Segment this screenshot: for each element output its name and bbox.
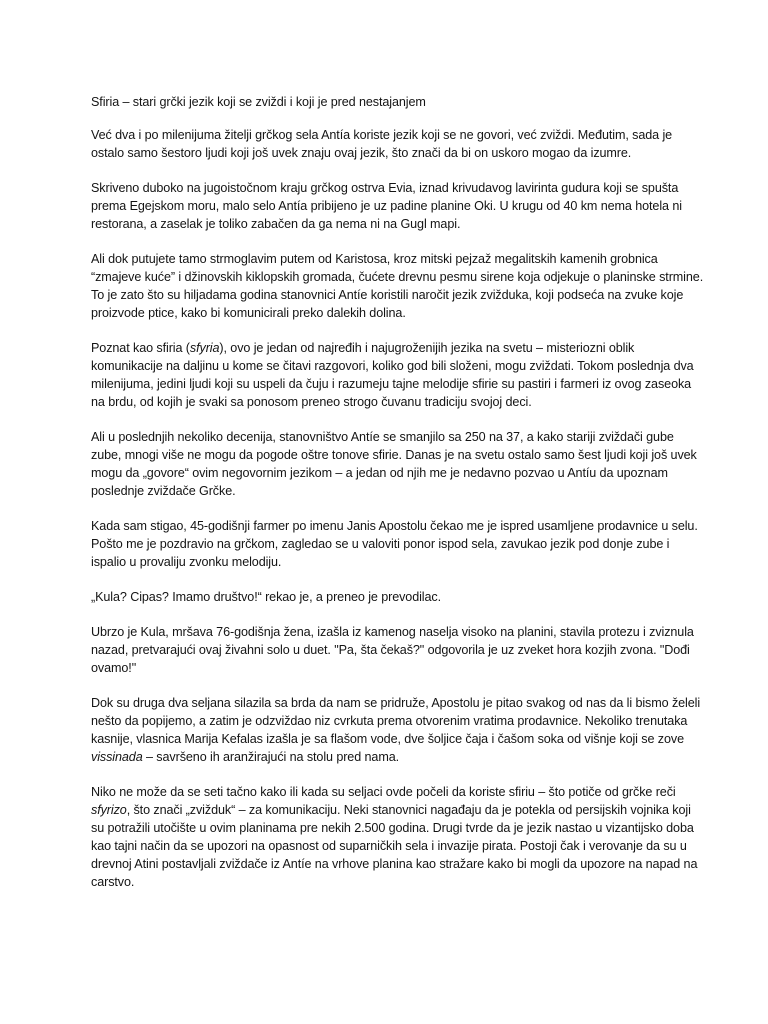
paragraph-text: Niko ne može da se seti tačno kako ili kada su seljaci ovde počeli da koriste sfiriu – što potiče od grčke reči [91,785,676,799]
paragraph-text: ), ovo je jedan od najređih i najugroženijih jezika na svetu – misteriozni oblik komunikacije na daljinu u kome se čitavi razgovori, koliko god bili složeni, mogu zviždati. Tokom poslednja dva milenijuma, jedini ljudi koji su uspeli da čuju i razumeju tajne melodije sfirie su pastiri i farmeri iz ovog zaseoka na brdu, od kojih je svaki sa ponosom preneo strogo čuvanu tradiciju svojoj deci. [91,341,694,409]
paragraph-3 [91,250,706,322]
paragraph-text: Skriveno duboko na jugoistočnom kraju grčkog ostrva Evia, iznad krivudavog lavirinta gudura koji se spušta prema Egejskom moru, malo selo Antía pribijeno je uz padine planine Oki. U krugu od 40 km nema hotela ni restorana, a zaselak je toliko zabačen da ga nema ni na Gugl mapi. [91,181,682,231]
paragraph-text: Ali u poslednjih nekoliko decenija, stanovništvo Antíe se smanjilo sa 250 na 37, a kako stariji zviždači gube zube, mnogi više ne mogu da pogode oštre tonove sfirie. Danas je na svetu ostalo samo šest ljudi koji još uvek mogu da „govore“ ovim negovornim jezikom – a jedan od njih me je nedavno pozvao u Antíu da upoznam poslednje zviždače Grčke. [91,430,697,498]
paragraph-7 [91,588,706,606]
paragraph-text: Ubrzo je Kula, mršava 76-godišnja žena, izašla iz kamenog naselja visoko na planini, stavila protezu i zviznula nazad, pretvarajući ovaj živahni solo u duet. "Pa, šta čekaš?" odgovorila je uz zveket hora kozjih zvona. "Dođi ovamo!" [91,625,694,675]
italic-term: sfyria [189,341,220,355]
italic-term: vissinada [91,750,143,764]
paragraph-10 [91,783,706,891]
paragraph-text: Kada sam stigao, 45-godišnji farmer po imenu Janis Apostolu čekao me je ispred usamljene prodavnice u selu. Pošto me je pozdravio na grčkom, zagledao se u valoviti ponor ispod sela, zavukao jezik pod donje zube i ispalio u provaliju zvonku melodiju. [91,519,698,569]
paragraph-8 [91,623,706,677]
paragraph-text: Ali dok putujete tamo strmoglavim putem od Karistosa, kroz mitski pejzaž megalitskih kamenih grobnica “zmajeve kuće” i džinovskih kiklopskih gromada, čućete drevnu pesmu sirene koja odjekuje o planinske strmine. To je zato što su hiljadama godina stanovnici Antíe koristili naročit jezik zviždukа, koji podseća na zvuke koje proizvode ptice, kako bi komunicirali preko dalekih dolina. [91,252,704,320]
paragraph-1 [91,126,706,162]
italic-term: sfyrizo [91,803,127,817]
paragraph-text: Dok su druga dva seljana silazila sa brda da nam se pridruže, Apostolu je pitao svakog od nas da li bismo želeli nešto da popijemo, a zatim je odzviždao niz cvrkuta prema otvorenim vratima prodavnice. Nekoliko trenutaka kasnije, vlasnica Marija Kefalas izašla je sa flašom vode, dve šoljice čaja i čašom soka od višnje koji se zove [91,696,701,746]
paragraph-text: Poznat kao sfiria ( [91,341,190,355]
paragraph-text: „Kula? Cipas? Imamo društvo!“ rekao je, a preneo je prevodilac. [91,590,442,604]
paragraph-9 [91,694,706,766]
paragraph-2 [91,179,706,233]
paragraph-text: Već dva i po milenijuma žitelji grčkog sela Antía koriste jezik koji se ne govori, već zviždi. Međutim, sada je ostalo samo šestoro ljudi koji još uvek znaju ovaj jezik, što znači da bi on uskoro mogao da izumre. [91,128,673,160]
paragraph-4 [91,339,706,411]
paragraph-5 [91,428,706,500]
paragraph-text: – savršeno ih aranžirajući na stolu pred nama. [142,750,400,764]
paragraph-6 [91,517,706,571]
document-title: Sfiria – stari grčki jezik koji se zviždi i koji je pred nestajanjem [91,95,426,109]
document-page [91,93,706,908]
paragraph-text: , što znači „zvižduk“ – za komunikaciju. Neki stanovnici nagađaju da je potekla od persijskih vojnika koji su potražili utočište u ovim planinama pre nekih 2.500 godina. Drugi tvrde da je jezik nastao u vizantijsko doba kao tajni način da se upozori na opasnost od suparničkih sela i invazije pirata. Postoji čak i verovanje da su u drevnoj Atini postavljali zviždače iz Antíe na vrhove planina kao stražare kako bi mogli da upozore na napad na carstvo. [91,803,698,889]
